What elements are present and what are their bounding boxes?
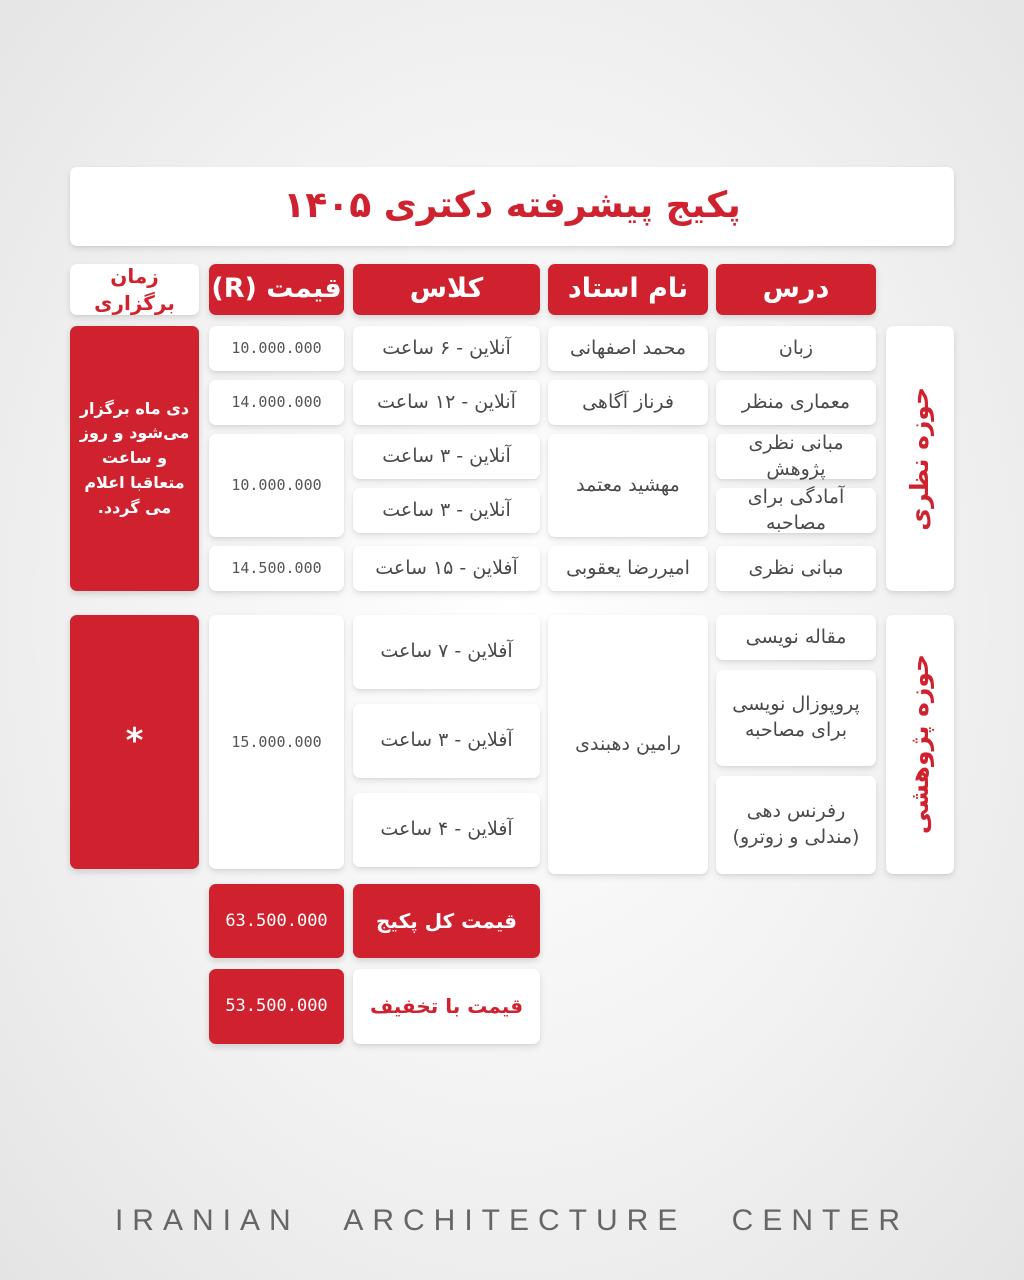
total-price-value: 63.500.000: [209, 884, 344, 958]
schedule-note: *: [70, 615, 199, 869]
teacher-cell: مهشید معتمد: [548, 434, 708, 537]
class-cell: آنلاین - ۶ ساعت: [353, 326, 540, 371]
total-price-label: قیمت کل پکیج: [353, 884, 540, 958]
header-schedule: زمان برگزاری: [70, 264, 199, 315]
course-cell: آمادگی برای مصاحبه: [716, 488, 876, 533]
header-price: قیمت (R): [209, 264, 344, 315]
course-cell: پروپوزال نویسی برای مصاحبه: [716, 670, 876, 766]
teacher-cell: فرناز آگاهی: [548, 380, 708, 425]
price-cell: 10.000.000: [209, 434, 344, 537]
course-cell: زبان: [716, 326, 876, 371]
section-theory-label: حوزه نظری: [905, 386, 935, 531]
header-course: درس: [716, 264, 876, 315]
discount-price-value: 53.500.000: [209, 969, 344, 1044]
section-research-label: حوزه پژوهشی: [905, 654, 935, 835]
discount-price-label: قیمت با تخفیف: [353, 969, 540, 1044]
teacher-cell: محمد اصفهانی: [548, 326, 708, 371]
teacher-cell: رامین دهبندی: [548, 615, 708, 874]
class-cell: آفلاین - ۷ ساعت: [353, 615, 540, 689]
price-cell: 14.000.000: [209, 380, 344, 425]
page-title: پکیج پیشرفته دکتری ۱۴۰۵: [70, 167, 954, 246]
class-cell: آنلاین - ۳ ساعت: [353, 488, 540, 533]
section-theory: [886, 326, 954, 591]
class-cell: آفلاین - ۴ ساعت: [353, 793, 540, 867]
course-cell: رفرنس دهی (مندلی و زوترو): [716, 776, 876, 874]
section-research: [886, 615, 954, 874]
price-cell: 15.000.000: [209, 615, 344, 869]
footer-brand: IRANIAN ARCHITECTURE CENTER: [114, 1204, 910, 1237]
header-teacher: نام استاد: [548, 264, 708, 315]
schedule-note: دی ماه برگزار می‌شود و روز و ساعت متعاقبا اعلام می گردد.: [70, 326, 199, 591]
class-cell: آفلاین - ۱۵ ساعت: [353, 546, 540, 591]
class-cell: آنلاین - ۱۲ ساعت: [353, 380, 540, 425]
class-cell: آنلاین - ۳ ساعت: [353, 434, 540, 479]
price-cell: 14.500.000: [209, 546, 344, 591]
class-cell: آفلاین - ۳ ساعت: [353, 704, 540, 778]
course-cell: مبانی نظری پژوهش: [716, 434, 876, 479]
course-cell: مبانی نظری: [716, 546, 876, 591]
course-cell: معماری منظر: [716, 380, 876, 425]
teacher-cell: امیررضا یعقوبی: [548, 546, 708, 591]
price-cell: 10.000.000: [209, 326, 344, 371]
header-class: کلاس: [353, 264, 540, 315]
course-cell: مقاله نویسی: [716, 615, 876, 660]
